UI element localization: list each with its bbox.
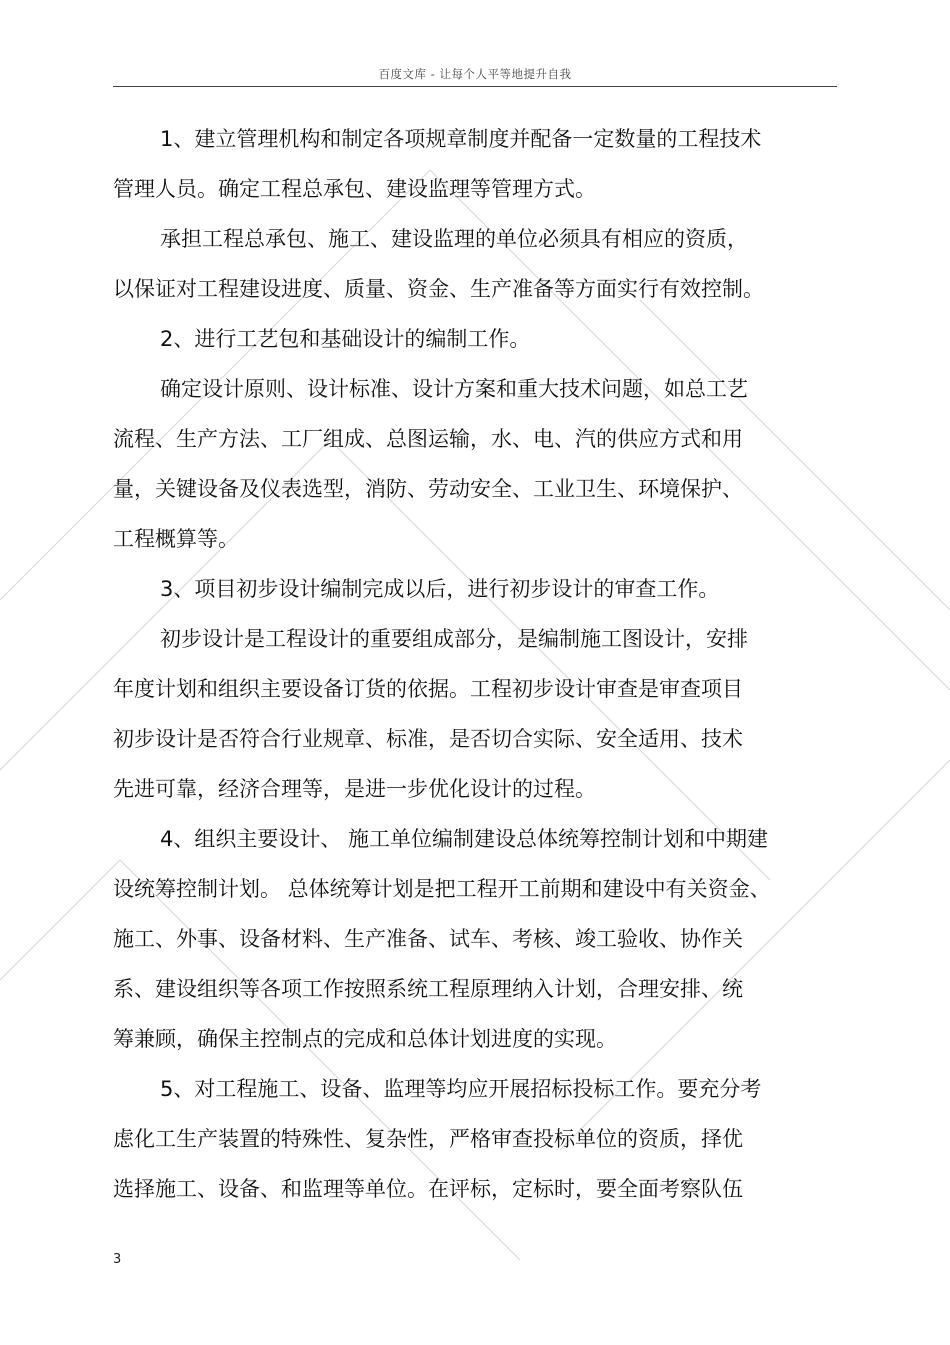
page-number: 3 [113, 1252, 122, 1267]
paragraph-line: 系、建设组织等各项工作按照系统工程原理纳入计划，合理安排、统 [113, 977, 743, 1001]
paragraph-line: 确定设计原则、设计标准、设计方案和重大技术问题，如总工艺 [160, 377, 748, 401]
paragraph-line: 3、项目初步设计编制完成以后，进行初步设计的审查工作。 [160, 577, 720, 601]
paragraph-line: 工程概算等。 [113, 527, 239, 551]
paragraph-line: 流程、生产方法、工厂组成、总图运输，水、电、汽的供应方式和用 [113, 427, 743, 451]
paragraph-line: 年度计划和组织主要设备订货的依据。工程初步设计审查是审查项目 [113, 677, 743, 701]
paragraph-line: 筹兼顾，确保主控制点的完成和总体计划进度的实现。 [113, 1027, 617, 1051]
paragraph-line: 5、对工程施工、设备、监理等均应开展招标投标工作。要充分考 [160, 1077, 762, 1101]
paragraph-line: 4、组织主要设计、 施工单位编制建设总体统筹控制计划和中期建 [160, 827, 769, 851]
paragraph-line: 先进可靠，经济合理等，是进一步优化设计的过程。 [113, 777, 596, 801]
paragraph-line: 承担工程总承包、施工、建设监理的单位必须具有相应的资质， [160, 227, 748, 251]
paragraph-line: 以保证对工程建设进度、质量、资金、生产准备等方面实行有效控制。 [113, 277, 764, 301]
paragraph-line: 1、建立管理机构和制定各项规章制度并配备一定数量的工程技术 [160, 127, 762, 151]
paragraph-line: 量，关键设备及仪表选型，消防、劳动安全、工业卫生、环境保护、 [113, 477, 743, 501]
page-header: 百度文库 - 让每个人平等地提升自我 [378, 67, 572, 81]
paragraph-line: 设统筹控制计划。 总体统筹计划是把工程开工前期和建设中有关资金、 [113, 877, 771, 901]
paragraph-line: 虑化工生产装置的特殊性、复杂性，严格审查投标单位的资质，择优 [113, 1127, 743, 1151]
header-divider [113, 86, 837, 87]
paragraph-line: 施工、外事、设备材料、生产准备、试车、考核、竣工验收、协作关 [113, 927, 743, 951]
paragraph-line: 选择施工、设备、和监理等单位。在评标，定标时，要全面考察队伍 [113, 1177, 743, 1201]
paragraph-line: 初步设计是否符合行业规章、标准，是否切合实际、安全适用、技术 [113, 727, 743, 751]
paragraph-line: 初步设计是工程设计的重要组成部分，是编制施工图设计，安排 [160, 627, 748, 651]
paragraph-line: 2、进行工艺包和基础设计的编制工作。 [160, 327, 531, 351]
paragraph-line: 管理人员。确定工程总承包、建设监理等管理方式。 [113, 177, 596, 201]
